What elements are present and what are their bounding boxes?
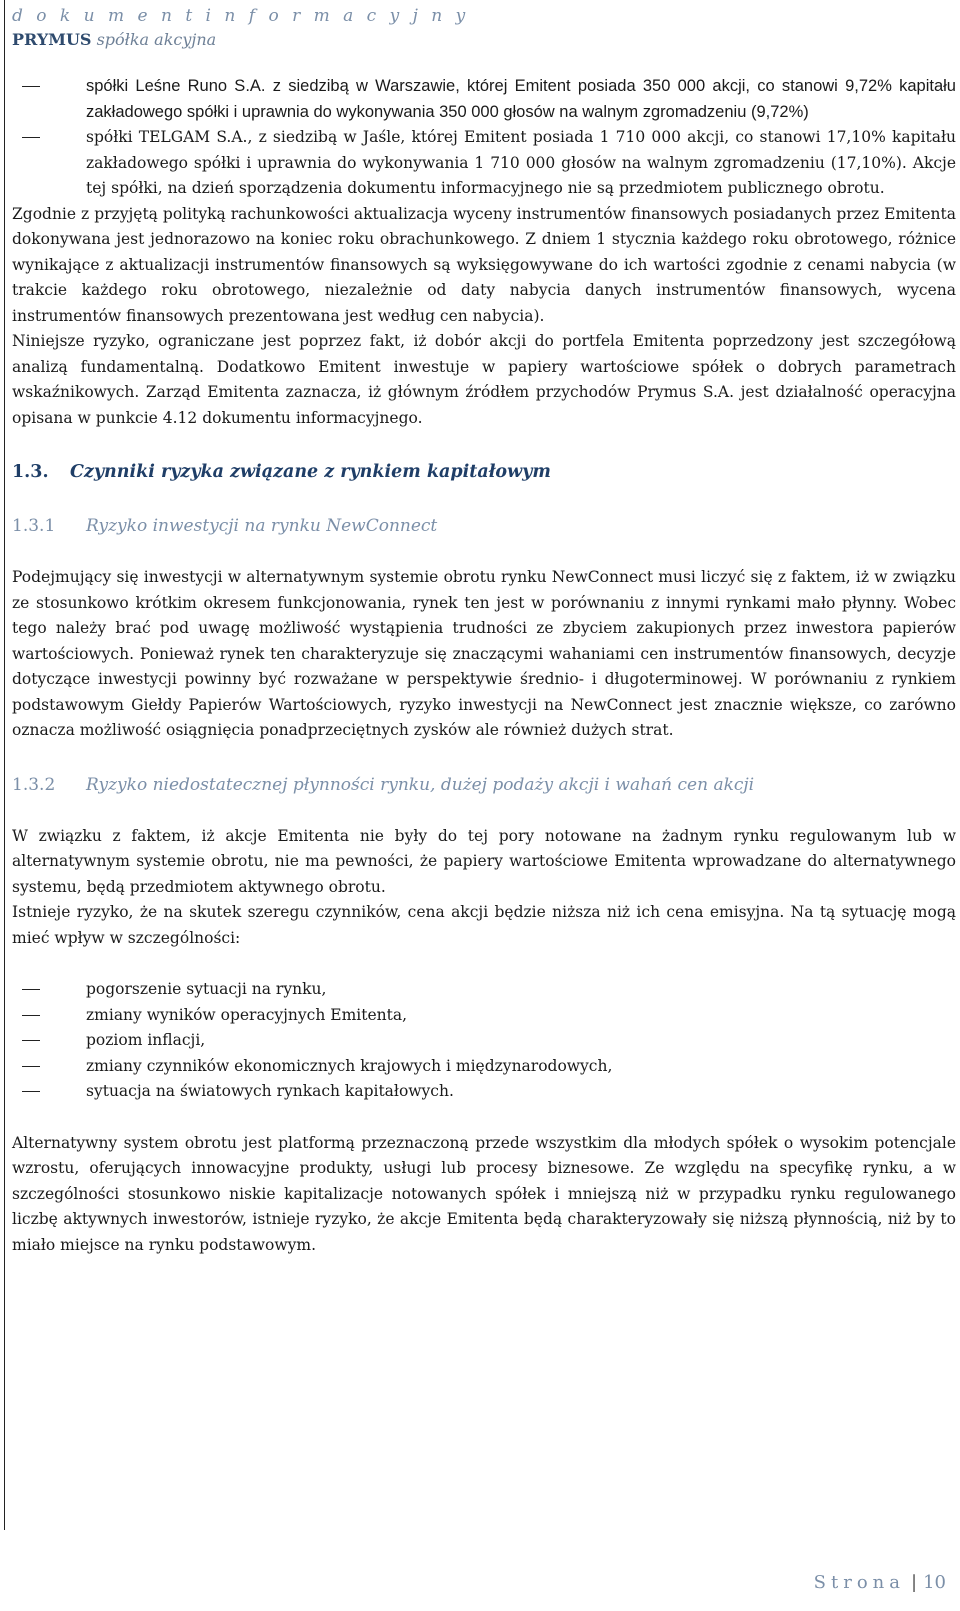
paragraph-newconnect-risk: Podejmujący się inwestycji w alternatywnym systemie obrotu rynku NewConnect musi liczyć się z faktem, iż w związku ze stosunkowo krótkim okresem funkcjonowania, rynek ten jest w porównaniu z innymi rynkami mało płynny. Wobec tego należy brać pod uwagę możliwość wystąpienia trudności ze zbyciem zakupionych przez inwestora papierów wartościowych. Ponieważ rynek ten charakteryzuje się znaczącymi wahaniami cen instrumentów finansowych, decyzje dotyczące inwestycji powinny być rozważane w perspektywie średnio- i długoterminowej. W porównaniu z rynkiem podstawowym Giełdy Papierów Wartościowych, ryzyko inwestycji na NewConnect jest znacznie większe, co zarówno oznacza możliwość osiągnięcia ponadprzeciętnych zysków ale również dużych strat. bbox=[12, 568, 956, 739]
list-item: sytuacja na światowych rynkach kapitałowych. bbox=[12, 1079, 956, 1105]
list-item: zmiany wyników operacyjnych Emitenta, bbox=[12, 1003, 956, 1029]
left-margin-rule bbox=[4, 0, 5, 1530]
footer-page-label: Strona bbox=[813, 1572, 906, 1593]
paragraph-liquidity-2: Istnieje ryzyko, że na skutek szeregu czynników, cena akcji będzie niższa niż ich cena emisyjna. Na tą sytuację mogą mieć wpływ w szczególności: bbox=[12, 903, 956, 947]
price-factors-list bbox=[12, 977, 956, 1105]
paragraph-alternative-system: Alternatywny system obrotu jest platformą przeznaczoną przede wszystkim dla młodych spółek o wysokim potencjale wzrostu, oferujących innowacyjne produkty, usługi lub procesy biznesowe. Ze względu na specyfikę rynku, a w szczególności stosunkowo niskie kapitalizacje notowanych spółek i mniejszą niż w przypadku rynku regulowanego liczbę aktywnych inwestorów, istnieje ryzyko, że akcje Emitenta będą charakteryzowały się niższą płynnością, niż by to miało miejsce na rynku podstawowym. bbox=[12, 1133, 956, 1254]
footer-page-number: 10 bbox=[923, 1572, 946, 1593]
header-company-form: spółka akcyjna bbox=[96, 30, 217, 49]
footer-separator: | bbox=[911, 1572, 918, 1593]
list-item: pogorszenie sytuacji na rynku, bbox=[12, 977, 956, 1003]
list-item: zmiany czynników ekonomicznych krajowych i międzynarodowych, bbox=[12, 1054, 956, 1080]
section-heading-1-3: 1.3. Czynniki ryzyka związane z rynkiem kapitałowym bbox=[12, 462, 551, 482]
paragraph-risk-limitation: Niniejsze ryzyko, ograniczane jest poprzez fakt, iż dobór akcji do portfela Emitenta poprzedzony jest szczegółową analizą fundamentalną. Dodatkowo Emitent inwestuje w papiery wartościowe spółek o dobrych parametrach wskaźnikowych. Zarząd Emitenta zaznacza, iż głównym źródłem przychodów Prymus S.A. jest działalność operacyjna opisana w punkcie 4.12 dokumentu informacyjnego. bbox=[12, 332, 956, 427]
list-item: spółki TELGAM S.A., z siedzibą w Jaśle, której Emitent posiada 1 710 000 akcji, co stanowi 17,10% kapitału zakładowego spółki i uprawnia do wykonywania 1 710 000 głosów na walnym zgromadzeniu (17,10%). Akcje tej spółki, na dzień sporządzenia dokumentu informacyjnego nie są przedmiotem publicznego obrotu. bbox=[12, 125, 956, 202]
page-footer bbox=[814, 1572, 946, 1593]
header-company bbox=[12, 30, 216, 49]
header-document-type: d o k u m e n t i n f o r m a c y j n y bbox=[12, 6, 470, 26]
list-item: spółki Leśne Runo S.A. z siedzibą w Warszawie, której Emitent posiada 350 000 akcji, co stanowi 9,72% kapitału zakładowego spółki i uprawnia do wykonywania 350 000 głosów na walnym zgromadzeniu (9,72%) bbox=[12, 74, 956, 125]
page-body bbox=[12, 74, 956, 1258]
header-company-name: PRYMUS bbox=[12, 30, 92, 49]
section-heading-1-3-1: 1.3.1 Ryzyko inwestycji na rynku NewConnect bbox=[12, 516, 438, 536]
paragraph-liquidity-1: W związku z faktem, iż akcje Emitenta nie były do tej pory notowane na żadnym rynku regulowanym lub w alternatywnym systemie obrotu, nie ma pewności, że papiery wartościowe Emitenta wprowadzane do alternatywnego systemu, będą przedmiotem aktywnego obrotu. bbox=[12, 826, 956, 896]
paragraph-accounting-policy: Zgodnie z przyjętą polityką rachunkowości aktualizacja wyceny instrumentów finansowych posiadanych przez Emitenta dokonywana jest jednorazowo na koniec roku obrachunkowego. Z dniem 1 stycznia każdego roku obrotowego, różnice wynikające z aktualizacji instrumentów finansowych są wyksięgowywane do ich wartości zgodnie z cenami nabycia (w trakcie każdego roku obrotowego, niezależnie od daty nabycia danych instrumentów finansowych, wycena instrumentów finansowych prezentowana jest według cen nabycia). bbox=[12, 204, 956, 325]
holdings-list bbox=[12, 74, 956, 202]
section-heading-1-3-2: 1.3.2 Ryzyko niedostatecznej płynności rynku, dużej podaży akcji i wahań cen akcji bbox=[12, 774, 755, 795]
list-item: poziom inflacji, bbox=[12, 1028, 956, 1054]
